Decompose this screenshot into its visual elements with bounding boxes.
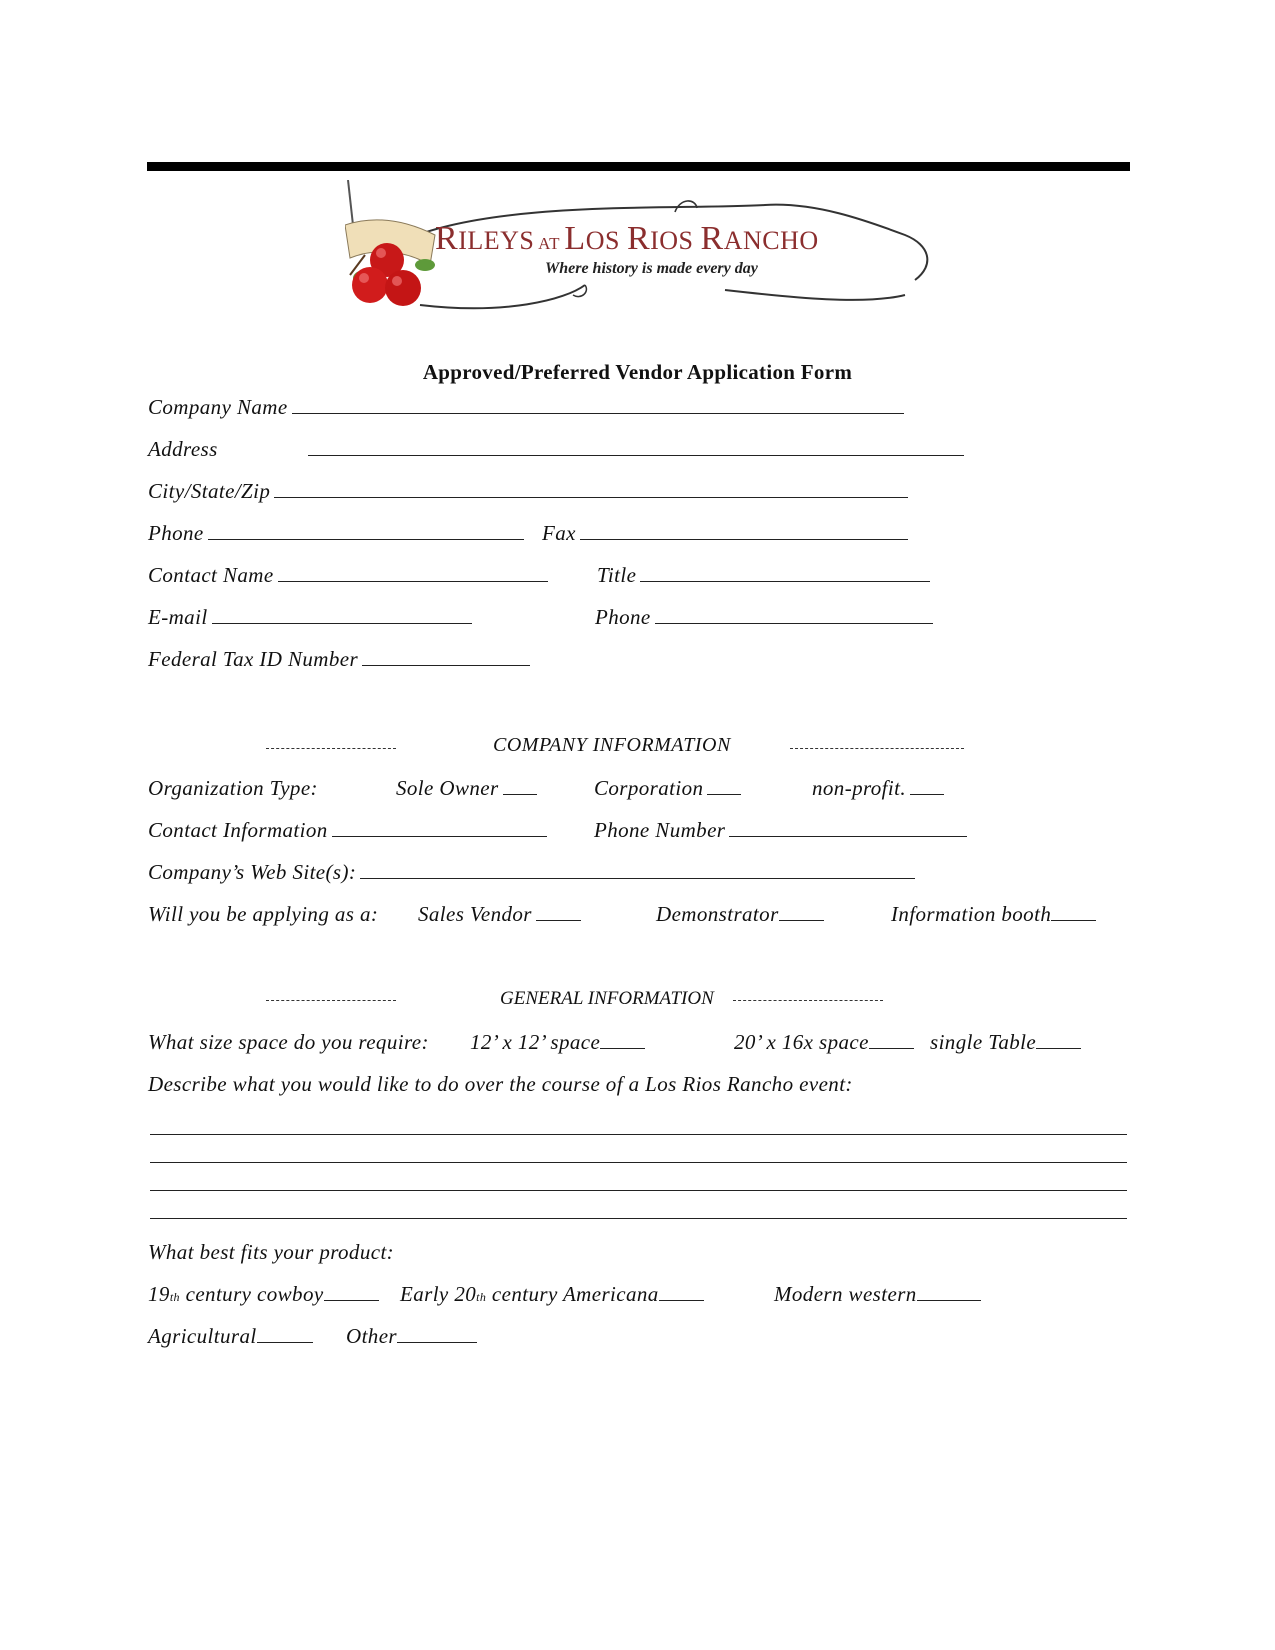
contact-name-field[interactable]: [278, 563, 548, 582]
contact-information-row: [148, 818, 547, 843]
tax-id-row: [148, 647, 530, 672]
email-row: [148, 605, 472, 630]
describe-label: Describe what you would like to do over the course of a Los Rios Rancho event:: [148, 1072, 853, 1096]
product-label: What best fits your product:: [148, 1240, 395, 1264]
describe-line-4[interactable]: [150, 1218, 1127, 1219]
corporation-label: Corporation: [594, 776, 704, 800]
address-row: [148, 437, 218, 462]
space-20x16: [734, 1030, 914, 1055]
top-rule: [147, 162, 1130, 171]
americana-prefix: Early: [400, 1282, 455, 1306]
phone2-row: [595, 605, 933, 630]
product-modern-western: [774, 1282, 981, 1307]
company-name-label: Company Name: [148, 395, 288, 419]
space-20x16-field[interactable]: [869, 1030, 914, 1049]
agricultural-field[interactable]: [257, 1324, 313, 1343]
contact-information-label: Contact Information: [148, 818, 328, 842]
ordinal-number: 19: [148, 1282, 170, 1306]
tax-id-label: Federal Tax ID Number: [148, 647, 359, 671]
applying-information-booth: [891, 902, 1096, 927]
phone-number-label: Phone Number: [594, 818, 726, 842]
title-row: [597, 563, 930, 588]
city-state-zip-row: [148, 479, 908, 504]
space-size-label: What size space do you require:: [148, 1030, 429, 1054]
information-booth-label: Information booth: [891, 902, 1052, 926]
describe-line-2[interactable]: [150, 1162, 1127, 1163]
demonstrator-label: Demonstrator: [656, 902, 779, 926]
sales-vendor-field[interactable]: [536, 902, 581, 921]
logo-letters: ILEYS: [458, 226, 535, 255]
title-label: Title: [597, 563, 637, 587]
phone-label: Phone: [148, 521, 204, 545]
phone-number-field[interactable]: [729, 818, 967, 837]
logo-letter: R: [700, 220, 724, 257]
phone2-label: Phone: [595, 605, 651, 629]
product-19th-century-cowboy: [148, 1282, 379, 1307]
logo-tagline: Where history is made every day: [545, 260, 758, 277]
logo-letters: IOS: [650, 226, 701, 255]
phone-field[interactable]: [208, 521, 524, 540]
general-info-heading-text: GENERAL INFORMATION: [500, 988, 714, 1009]
contact-name-row: [148, 563, 548, 588]
sales-vendor-label: Sales Vendor: [418, 902, 532, 926]
cowboy-field[interactable]: [324, 1282, 379, 1301]
space-12x12: [470, 1030, 645, 1055]
phone2-field[interactable]: [655, 605, 933, 624]
describe-line-3[interactable]: [150, 1190, 1127, 1191]
applying-as-label: Will you be applying as a:: [148, 902, 379, 926]
company-name-row: [148, 395, 904, 420]
logo-letters: OS: [585, 226, 627, 255]
general-info-heading: [500, 988, 714, 1010]
space-12x12-label: 12’ x 12’ space: [470, 1030, 601, 1054]
email-field[interactable]: [212, 605, 472, 624]
logo-letters: ANCHO: [723, 226, 819, 255]
ordinal-number: 20: [454, 1282, 477, 1306]
phone-row: [148, 521, 524, 546]
section-divider-left: [266, 748, 396, 749]
title-field[interactable]: [640, 563, 930, 582]
product-other: [346, 1324, 477, 1349]
web-sites-field[interactable]: [360, 860, 915, 879]
product-agricultural: [148, 1324, 313, 1349]
web-sites-row: [148, 860, 915, 885]
company-logo: [345, 180, 945, 325]
company-name-field[interactable]: [292, 395, 904, 414]
phone-number-row: [594, 818, 967, 843]
logo-letter: L: [564, 220, 586, 257]
non-profit-label: non-profit.: [812, 776, 907, 800]
ordinal-suffix: th: [169, 1290, 180, 1304]
other-field[interactable]: [397, 1324, 477, 1343]
city-state-zip-label: City/State/Zip: [148, 479, 271, 503]
modern-western-label: Modern western: [774, 1282, 917, 1306]
logo-letters: AT: [534, 234, 565, 253]
sole-owner-label: Sole Owner: [396, 776, 499, 800]
org-type-non-profit: [812, 776, 944, 801]
fax-label: Fax: [542, 521, 576, 545]
applying-sales-vendor: [418, 902, 581, 927]
modern-western-field[interactable]: [917, 1282, 981, 1301]
logo-letter: R: [626, 220, 651, 257]
information-booth-field[interactable]: [1051, 902, 1096, 921]
applying-demonstrator: [656, 902, 824, 927]
non-profit-field[interactable]: [910, 776, 944, 795]
americana-field[interactable]: [659, 1282, 704, 1301]
company-info-heading: COMPANY INFORMATION: [493, 734, 731, 756]
contact-name-label: Contact Name: [148, 563, 274, 587]
ordinal-suffix: th: [476, 1290, 487, 1304]
section-divider-right: [733, 1000, 883, 1001]
single-table-label: single Table: [930, 1030, 1037, 1054]
logo-letter: R: [435, 220, 459, 257]
address-field[interactable]: [308, 437, 964, 456]
space-single-table: [930, 1030, 1081, 1055]
corporation-field[interactable]: [707, 776, 741, 795]
fax-field[interactable]: [580, 521, 908, 540]
cowboy-label: century cowboy: [179, 1282, 324, 1306]
city-state-zip-field[interactable]: [274, 479, 908, 498]
agricultural-label: Agricultural: [148, 1324, 257, 1348]
sole-owner-field[interactable]: [503, 776, 537, 795]
org-type-sole-owner: [396, 776, 537, 801]
single-table-field[interactable]: [1036, 1030, 1081, 1049]
section-divider-right: [790, 748, 964, 749]
tax-id-field[interactable]: [362, 647, 530, 666]
section-divider-left: [266, 1000, 396, 1001]
page-title: Approved/Preferred Vendor Application Form: [422, 360, 853, 384]
web-sites-label: Company’s Web Site(s):: [148, 860, 357, 884]
address-label: Address: [148, 437, 218, 461]
org-type-label: Organization Type:: [148, 776, 318, 800]
other-label: Other: [346, 1324, 397, 1348]
logo-wordmark: [435, 220, 819, 258]
space-20x16-label: 20’ x 16x space: [734, 1030, 869, 1054]
space-12x12-field[interactable]: [600, 1030, 645, 1049]
fax-row: [542, 521, 908, 546]
demonstrator-field[interactable]: [779, 902, 824, 921]
org-type-corporation: [594, 776, 741, 801]
americana-label: century Americana: [486, 1282, 659, 1306]
describe-line-1[interactable]: [150, 1134, 1127, 1135]
product-early-20th-century-americana: [400, 1282, 704, 1307]
address-field-wrap: [308, 437, 964, 462]
email-label: E-mail: [148, 605, 208, 629]
contact-information-field[interactable]: [332, 818, 547, 837]
